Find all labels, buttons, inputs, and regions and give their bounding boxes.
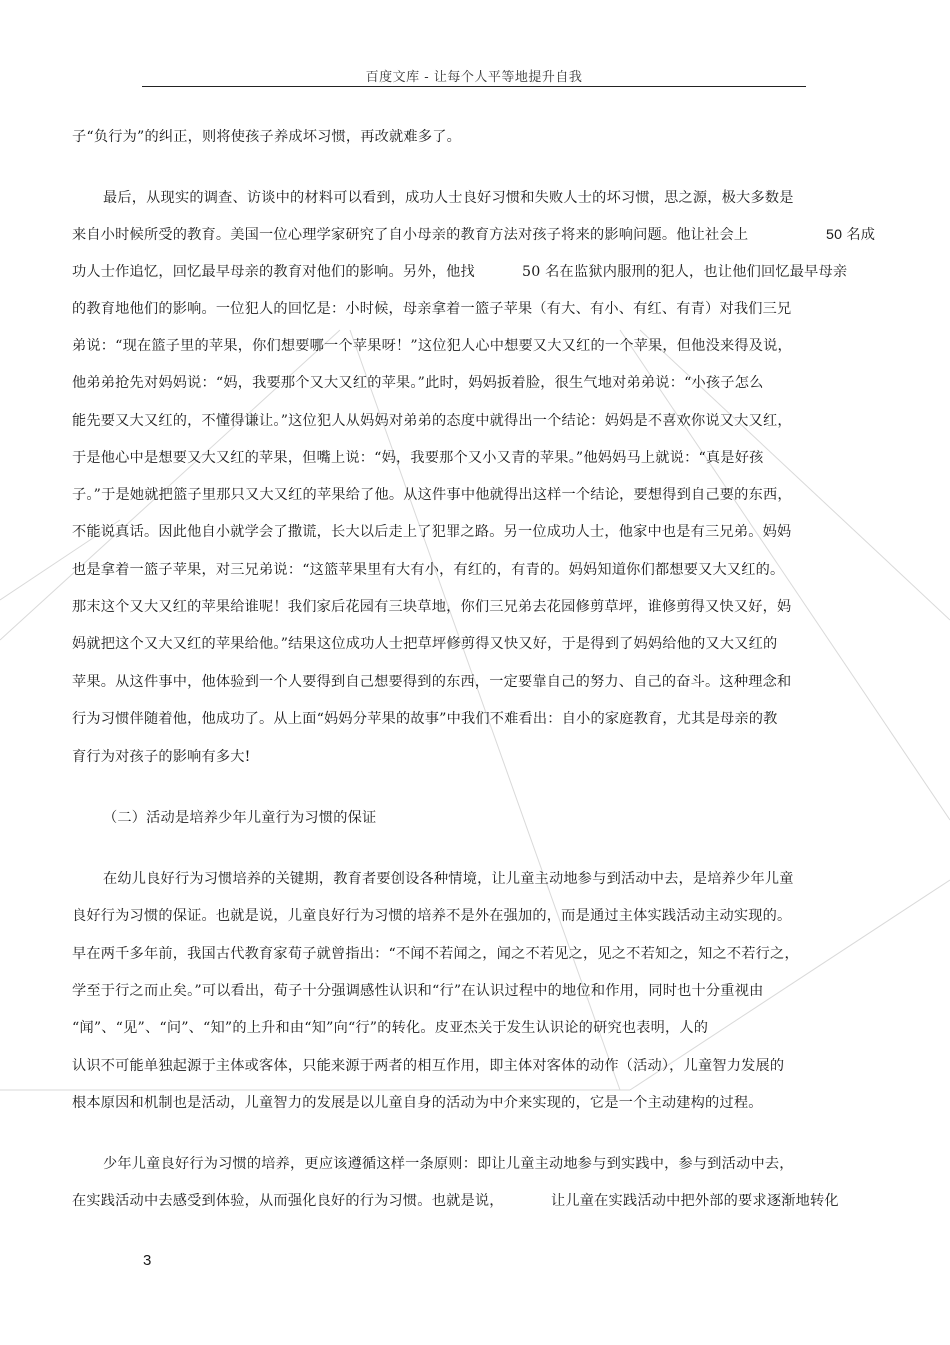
text-line: 早在两千多年前，我国古代教育家荀子就曾指出：“不闻不若闻之，闻之不若见之，见之不若知之，知之不若行之， xyxy=(72,946,799,962)
text-line: 育行为对孩子的影响有多大! xyxy=(72,749,251,765)
text-line: 弟说：“现在篮子里的苹果，你们想要哪一个苹果呀！”这位犯人心中想要又大又红的一个苹果，但他没来得及说， xyxy=(72,338,792,354)
text-line: 他弟弟抢先对妈妈说：“妈，我要那个又大又红的苹果。”此时，妈妈扳着脸，很生气地对弟弟说：“小孩子怎么 xyxy=(72,375,764,391)
text-line: 子。”于是她就把篮子里那只又大又红的苹果给了他。从这件事中他就得出这样一个结论，要想得到自己要的东西， xyxy=(72,487,792,503)
page-header: 百度文库 - 让每个人平等地提升自我 xyxy=(365,70,583,85)
text-line: 行为习惯伴随着他，他成功了。从上面“妈妈分苹果的故事”中我们不难看出：自小的家庭教育，尤其是母亲的教 xyxy=(72,711,778,727)
text-line: 也是拿着一篮子苹果，对三兄弟说：“这篮苹果里有大有小，有红的，有青的。妈妈知道你们都想要又大又红的。 xyxy=(72,562,785,578)
text-line: 在实践活动中去感受到体验，从而强化良好的行为习惯。也就是说， xyxy=(72,1193,504,1209)
text-line: 50 名成 xyxy=(826,227,876,243)
header-divider xyxy=(142,86,806,87)
text-line: 妈就把这个又大又红的苹果给他。”结果这位成功人士把草坪修剪得又快又好，于是得到了妈妈给他的又大又红的 xyxy=(72,636,778,652)
text-line: 学至于行之而止矣。”可以看出，荀子十分强调感性认识和“行”在认识过程中的地位和作用，同时也十分重视由 xyxy=(72,983,764,999)
text-line: 来自小时候所受的教育。美国一位心理学家研究了自小母亲的教育方法对孩子将来的影响问题。他让社会上 xyxy=(72,227,749,243)
text-line: 50 名在监狱内服刑的犯人，也让他们回忆最早母亲 xyxy=(522,264,848,280)
text-line: 少年儿童良好行为习惯的培养，更应该遵循这样一条原则：即让儿童主动地参与到实践中，参与到活动中去， xyxy=(103,1156,794,1172)
text-line: 那末这个又大又红的苹果给谁呢！我们家后花园有三块草地，你们三兄弟去花园修剪草坪，谁修剪得又快又好，妈 xyxy=(72,599,792,615)
text-line: 功人士作追忆，回忆最早母亲的教育对他们的影响。另外，他找 xyxy=(72,264,475,280)
text-line: 的教育地他们的影响。一位犯人的回忆是：小时候，母亲拿着一篮子苹果（有大、有小、有红、有青）对我们三兄 xyxy=(72,301,792,317)
text-line: “闻”、“见”、“问”、“知”的上升和由“知”向“行”的转化。皮亚杰关于发生认识论的研究也表明，人的 xyxy=(72,1020,709,1036)
text-line: 认识不可能单独起源于主体或客体，只能来源于两者的相互作用，即主体对客体的动作（活动），儿童智力发展的 xyxy=(72,1058,785,1074)
text-line: 子“负行为”的纠正，则将使孩子养成坏习惯，再改就难多了。 xyxy=(72,129,461,145)
page-number: 3 xyxy=(143,1252,152,1269)
text-line: 苹果。从这件事中，他体验到一个人要得到自己想要得到的东西，一定要靠自己的努力、自己的奋斗。这种理念和 xyxy=(72,674,792,690)
text-line: 在幼儿良好行为习惯培养的关键期，教育者要创设各种情境，让儿童主动地参与到活动中去，是培养少年儿童 xyxy=(103,871,794,887)
text-line: 根本原因和机制也是活动，儿童智力的发展是以儿童自身的活动为中介来实现的，它是一个主动建构的过程。 xyxy=(72,1095,763,1111)
text-line: 不能说真话。因此他自小就学会了撒谎，长大以后走上了犯罪之路。另一位成功人士，他家中也是有三兄弟。妈妈 xyxy=(72,524,792,540)
text-line: 最后，从现实的调查、访谈中的材料可以看到，成功人士良好习惯和失败人士的坏习惯，思之源，极大多数是 xyxy=(103,190,794,206)
text-line: 良好行为习惯的保证。也就是说，儿童良好行为习惯的培养不是外在强加的，而是通过主体实践活动主动实现的。 xyxy=(72,908,792,924)
section-heading: （二）活动是培养少年儿童行为习惯的保证 xyxy=(103,810,377,826)
text-line: 能先要又大又红的，不懂得谦让。”这位犯人从妈妈对弟弟的态度中就得出一个结论：妈妈是不喜欢你说又大又红， xyxy=(72,413,792,429)
text-line: 于是他心中是想要又大又红的苹果，但嘴上说：“妈，我要那个又小又青的苹果。”他妈妈马上就说：“真是好孩 xyxy=(72,450,764,466)
text-line: 让儿童在实践活动中把外部的要求逐渐地转化 xyxy=(551,1193,839,1209)
